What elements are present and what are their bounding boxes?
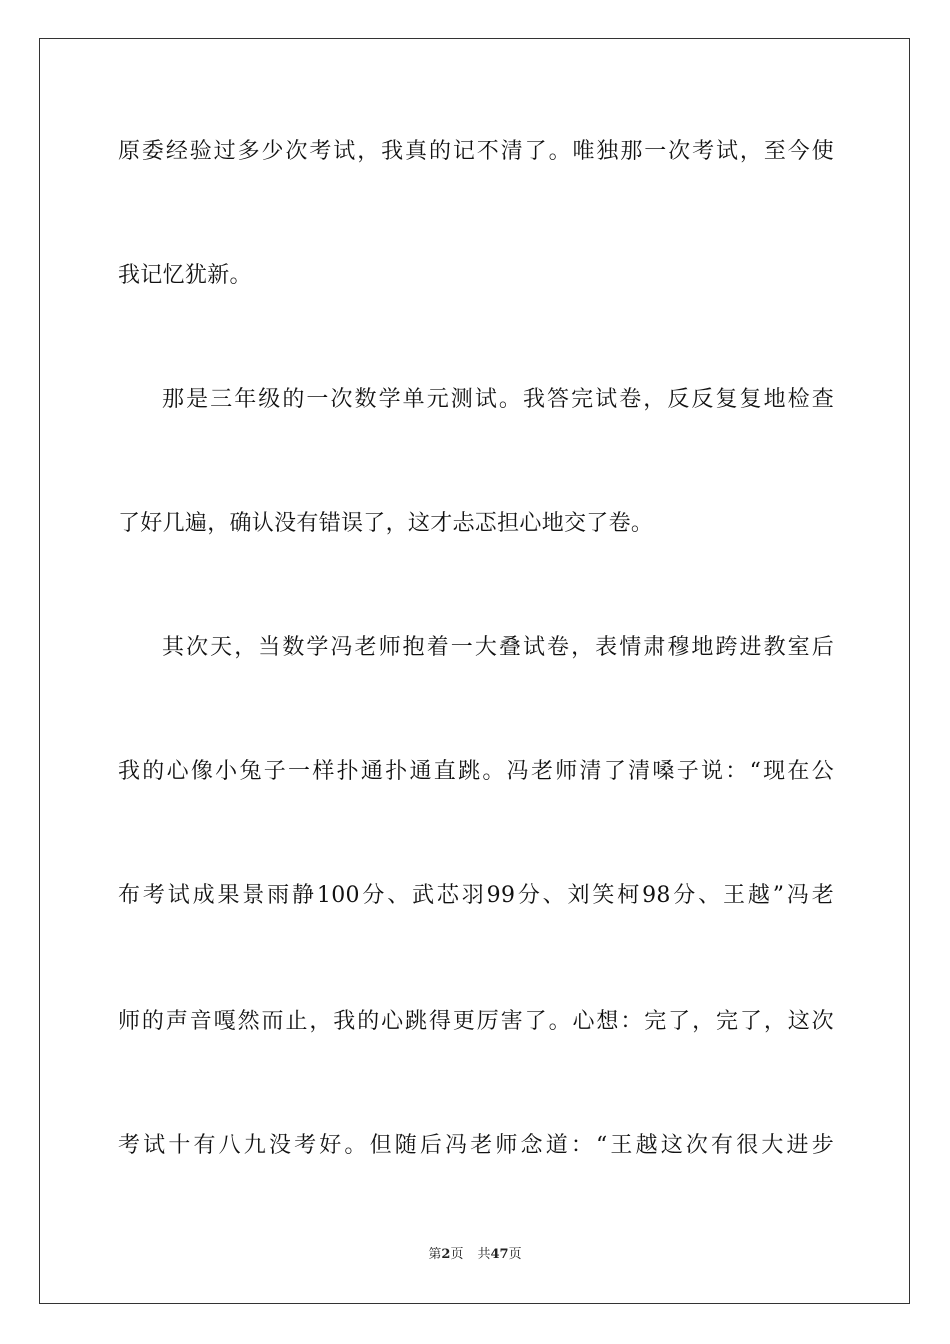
page-prefix: 第 (428, 1247, 442, 1262)
text-line-9: 考试十有八九没考好。但随后冯老师念道：“王越这次有很大进步 (118, 1133, 834, 1158)
text-line-1: 原委经验过多少次考试，我真的记不清了。唯独那一次考试，至今使 (118, 139, 834, 164)
page-suffix: 页 (450, 1247, 464, 1262)
text-line-7: 布考试成果景雨静100分、武芯羽99分、刘笑柯98分、王越”冯老 (118, 883, 834, 908)
total-suffix: 页 (508, 1247, 522, 1262)
total-prefix: 共 (477, 1247, 491, 1262)
text-line-4: 了好几遍，确认没有错误了，这才忐忑担心地交了卷。 (118, 511, 654, 536)
text-line-3: 那是三年级的一次数学单元测试。我答完试卷，反反复复地检查 (162, 387, 834, 412)
text-line-8: 师的声音嘎然而止，我的心跳得更厉害了。心想：完了，完了，这次 (118, 1009, 834, 1034)
text-line-2: 我记忆犹新。 (118, 263, 252, 288)
text-line-5: 其次天，当数学冯老师抱着一大叠试卷，表情肃穆地跨进教室后 (162, 635, 834, 660)
page-border (39, 38, 910, 1304)
page-footer (0, 1246, 950, 1264)
page-number: 2 (441, 1247, 451, 1262)
total-pages: 47 (490, 1247, 509, 1262)
text-line-6: 我的心像小兔子一样扑通扑通直跳。冯老师清了清嗓子说：“现在公 (118, 759, 834, 784)
